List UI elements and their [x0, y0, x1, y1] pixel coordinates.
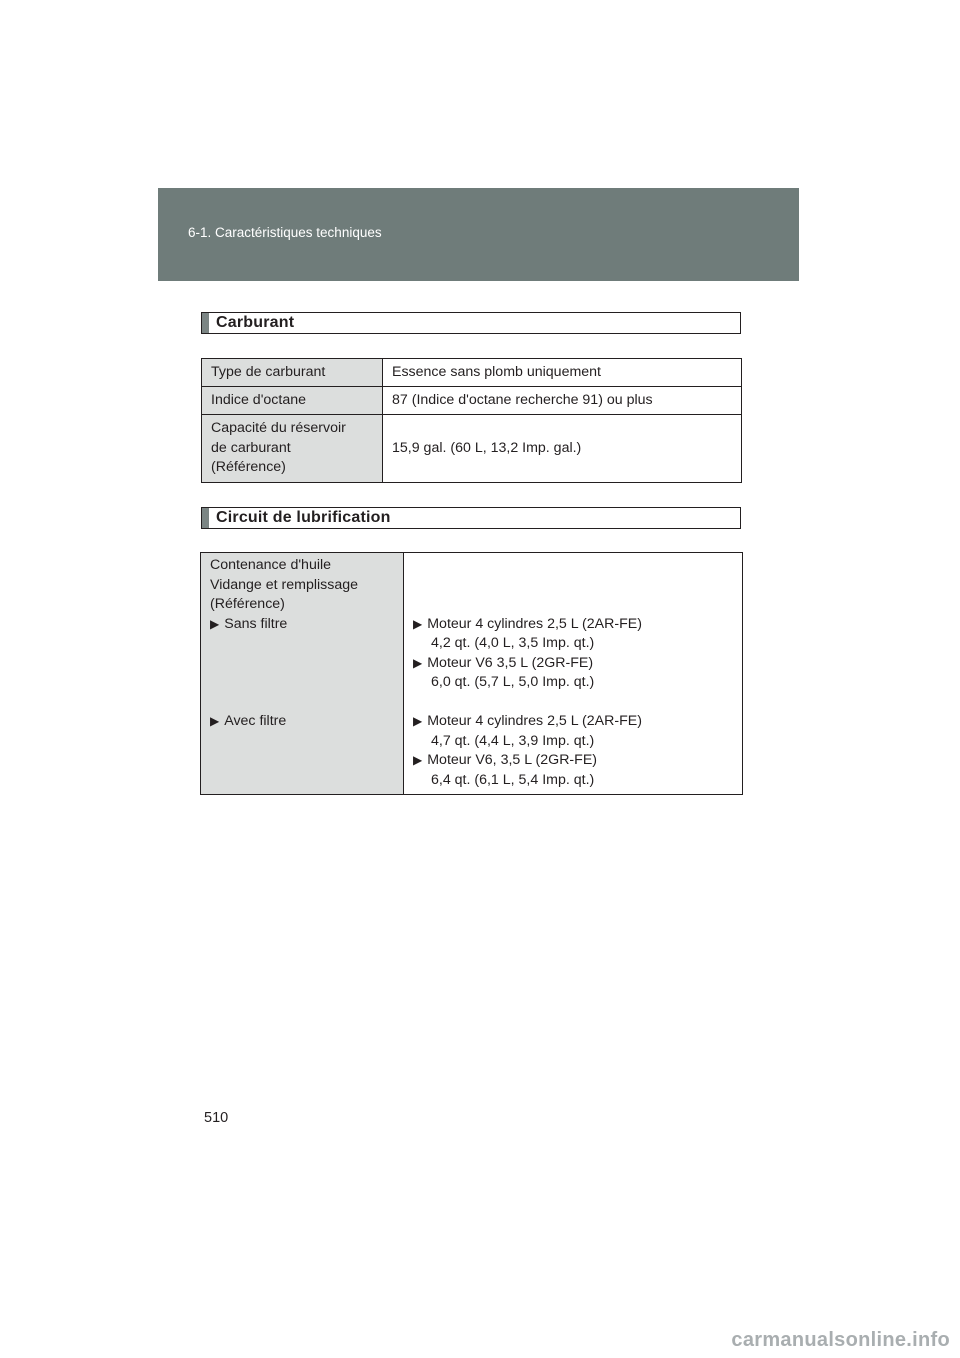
- with-filter-text: Avec filtre: [224, 713, 287, 729]
- engine-name-text: Moteur 4 cylindres 2,5 L (2AR-FE): [427, 713, 642, 729]
- header-section-title: 6-1. Caractéristiques techniques: [188, 225, 382, 240]
- page-number: 510: [204, 1110, 229, 1126]
- tank-capacity-label-line: Capacité du réservoir: [211, 420, 346, 437]
- tank-capacity-label-line: de carburant: [211, 439, 291, 456]
- engine-name-text: Moteur 4 cylindres 2,5 L (2AR-FE): [427, 615, 642, 632]
- arrow-right-icon: ▶: [413, 655, 423, 670]
- octane-value: 87 (Indice d'octane recherche 91) ou plus: [383, 387, 742, 415]
- engine-name: [413, 615, 733, 635]
- engine-name-text: Moteur V6 3,5 L (2GR-FE): [427, 654, 594, 671]
- without-filter-text: Sans filtre: [224, 615, 288, 632]
- fuel-section-title-text: Carburant: [216, 314, 295, 331]
- oil-capacity-label-line: Contenance d'huile: [210, 557, 332, 573]
- with-filter-label: [210, 712, 394, 732]
- engine-capacity: 4,7 qt. (4,4 L, 3,9 Imp. qt.): [431, 732, 595, 749]
- engine-name-text: Moteur V6, 3,5 L (2GR-FE): [427, 752, 598, 768]
- octane-label: Indice d'octane: [202, 387, 383, 415]
- engine-name: [413, 751, 733, 771]
- engine-name: [413, 654, 733, 674]
- table-row: [202, 359, 742, 387]
- engine-capacity: 4,2 qt. (4,0 L, 3,5 Imp. qt.): [431, 635, 595, 651]
- arrow-right-icon: ▶: [210, 714, 220, 728]
- tank-capacity-label-line: (Référence): [211, 459, 286, 476]
- tank-capacity-value: 15,9 gal. (60 L, 13,2 Imp. gal.): [383, 415, 742, 483]
- arrow-right-icon: ▶: [413, 714, 423, 728]
- lube-table: [200, 552, 743, 795]
- fuel-type-value: Essence sans plomb uniquement: [383, 359, 742, 387]
- lube-section-title-text: Circuit de lubrification: [216, 509, 391, 526]
- engine-capacity: 6,4 qt. (6,1 L, 5,4 Imp. qt.): [431, 771, 595, 788]
- fuel-type-label: Type de carburant: [202, 359, 383, 387]
- header-band: [158, 188, 799, 281]
- engine-capacity: 6,0 qt. (5,7 L, 5,0 Imp. qt.): [431, 674, 595, 690]
- tank-capacity-label: [202, 415, 383, 483]
- section-marker: [202, 313, 209, 333]
- lube-section-title: [201, 507, 741, 529]
- watermark: carmanualsonline.info: [731, 1329, 950, 1351]
- table-row: [202, 387, 742, 415]
- fuel-section-title: [201, 312, 741, 334]
- table-row: [202, 415, 742, 483]
- without-filter-label: [210, 615, 394, 635]
- arrow-right-icon: ▶: [210, 616, 220, 631]
- arrow-right-icon: ▶: [413, 753, 423, 767]
- oil-capacity-label-line: (Référence): [210, 596, 285, 612]
- oil-capacity-label: [201, 553, 404, 795]
- arrow-right-icon: ▶: [413, 616, 423, 631]
- table-row: [201, 553, 743, 795]
- fuel-table: [201, 358, 742, 483]
- oil-capacity-values: [404, 553, 743, 795]
- oil-capacity-label-line: Vidange et remplissage: [210, 576, 359, 593]
- section-marker: [202, 508, 209, 528]
- engine-name: [413, 712, 733, 732]
